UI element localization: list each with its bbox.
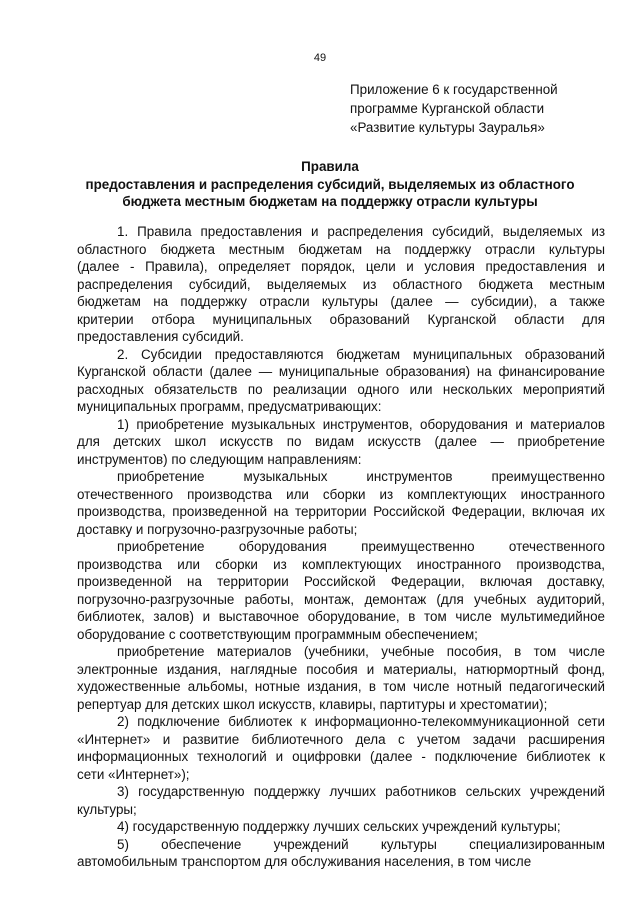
paragraph <box>77 416 605 469</box>
paragraph-line: 2) подключение библиотек к информационно-телекоммуникационной сети <box>117 714 605 729</box>
paragraph-line: доставку и погрузочно-разгрузочные работы; <box>77 521 358 537</box>
appendix-note <box>350 80 610 137</box>
paragraph-line: художественные альбомы, нотные издания, в том числе нотный педагогический <box>77 679 605 694</box>
paragraph-line: Курганской области (далее — муниципальные образования) на финансирование <box>77 364 605 379</box>
paragraph-line: производства или сборки из комплектующих иностранного производства, <box>77 556 605 572</box>
paragraph <box>77 223 605 346</box>
paragraph-line: приобретение оборудования преимущественно отечественного <box>117 539 605 554</box>
appendix-line: Приложение 6 к государственной <box>350 82 558 97</box>
paragraph-line: предоставления субсидий. <box>77 329 244 344</box>
title-line: Правила <box>301 159 359 174</box>
paragraph-line: критерии отбора муниципальных образований Курганской области для <box>77 311 605 327</box>
paragraph-line: произведенной на территории Российской Федерации, включая доставку, <box>77 574 605 589</box>
paragraph-line: 5) обеспечение учреждений культуры специализированным <box>117 836 605 852</box>
paragraph-line: бюджетам на поддержку отрасли культуры (далее — субсидии), а также <box>77 294 605 309</box>
paragraph-line: производства, произведенной на территории Российской Федерации, включая их <box>77 504 605 519</box>
paragraph-line: «Интернет» и развитие библиотечного дела с учетом задачи расширения <box>77 731 605 747</box>
paragraph-line: приобретение музыкальных инструментов преимущественно <box>117 469 605 484</box>
paragraph <box>77 713 605 783</box>
paragraph-line: муниципальных программ, предусматривающих: <box>77 399 382 414</box>
paragraph-line: сети «Интернет»); <box>77 766 190 782</box>
paragraph <box>77 346 605 416</box>
paragraph-line: автомобильным транспортом для обслуживания населения, в том числе <box>77 854 532 869</box>
paragraph-line: оборудование с соответствующим программным обеспечением; <box>77 626 478 642</box>
paragraph-line: расходных обязательств по реализации одного или нескольких мероприятий <box>77 381 605 397</box>
paragraph-line: распределения субсидий, выделяемых из областного бюджета местным <box>77 276 605 292</box>
paragraph-line: для детских школ искусств по видам искусств (далее — приобретение <box>77 434 605 449</box>
paragraph <box>77 643 605 713</box>
paragraph-line: библиотек, залов) и выставочное оборудование, в том числе мультимедийное <box>77 609 605 624</box>
paragraph-line: 1) приобретение музыкальных инструментов, оборудования и материалов <box>117 416 605 432</box>
page-number: 49 <box>313 52 327 64</box>
paragraph-line: 1. Правила предоставления и распределения субсидий, выделяемых из <box>117 224 605 239</box>
paragraph-line: 3) государственную поддержку лучших работников сельских учреждений <box>117 784 605 799</box>
paragraph <box>77 818 605 836</box>
paragraph-line: инструментов) по следующим направлениям: <box>77 451 362 467</box>
paragraph-line: репертуар для детских школ искусств, клавиры, партитуры и хрестоматии); <box>77 696 548 712</box>
paragraph-line: приобретение материалов (учебники, учебные пособия, в том числе <box>117 644 605 659</box>
paragraph-line: областного бюджета местным бюджетам на поддержку отрасли культуры <box>77 241 605 257</box>
paragraph <box>77 836 605 871</box>
appendix-line: «Развитие культуры Зауралья» <box>350 120 545 135</box>
title-line: предоставления и распределения субсидий, выделяемых из областного <box>85 176 575 192</box>
paragraph-line: 4) государственную поддержку лучших сельских учреждений культуры; <box>117 819 561 834</box>
paragraph-line: информационных технологий и оцифровки (далее - подключение библиотек к <box>77 749 605 764</box>
paragraph <box>77 468 605 538</box>
paragraph-line: погрузочно-разгрузочные работы, монтаж, демонтаж (для учебных аудиторий, <box>77 591 605 607</box>
paragraph-line: электронные издания, наглядные пособия и материалы, натюрмортный фонд, <box>77 661 605 677</box>
paragraph-line: отечественного производства или сборки из комплектующих иностранного <box>77 486 605 502</box>
paragraph-line: 2. Субсидии предоставляются бюджетам муниципальных образований <box>117 346 605 362</box>
paragraph <box>77 783 605 818</box>
document-title <box>60 158 600 211</box>
paragraph-line: (далее - Правила), определяет порядок, цели и условия предоставления и <box>77 259 605 274</box>
paragraph <box>77 538 605 643</box>
title-line: бюджета местным бюджетам на поддержку отрасли культуры <box>122 194 538 209</box>
paragraph-line: культуры; <box>77 801 137 817</box>
document-body <box>77 223 605 871</box>
appendix-line: программе Курганской области <box>350 101 545 116</box>
